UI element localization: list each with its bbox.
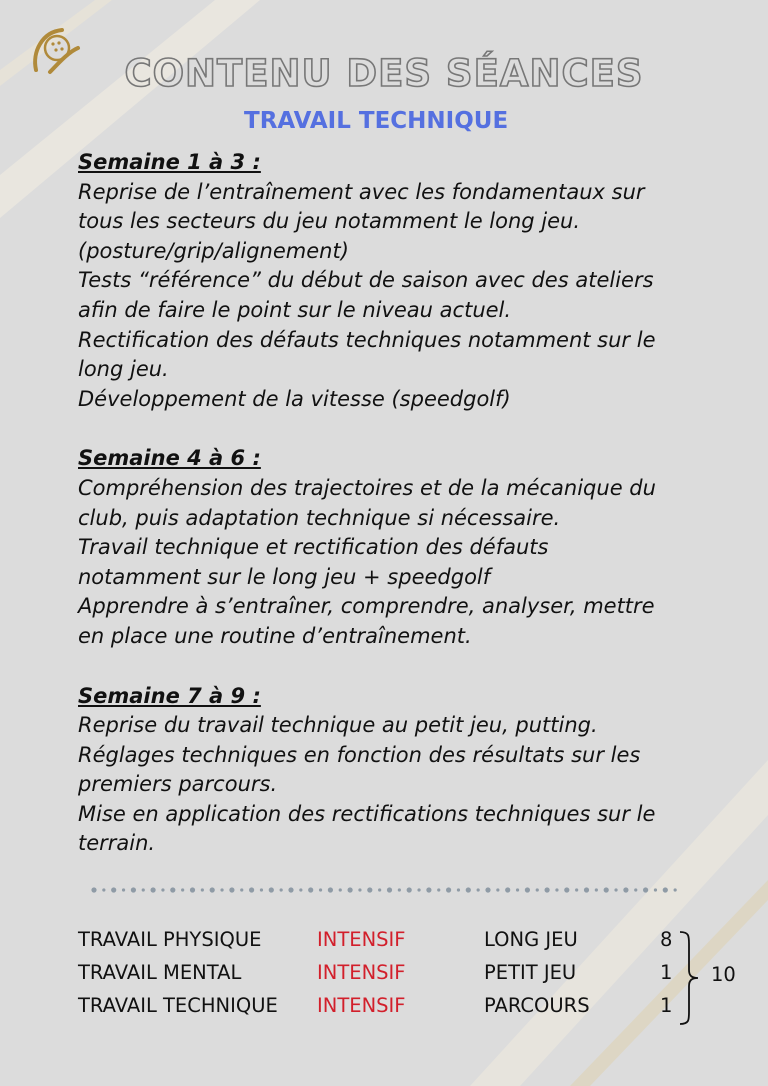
week-line: (posture/grip/alignement): [78, 238, 349, 263]
separator-dot: [102, 888, 105, 891]
total-count: 10: [711, 963, 736, 986]
session-count: 1: [660, 994, 673, 1017]
week-line: Compréhension des trajectoires et de la mécanique du: [78, 475, 656, 500]
separator-dot: [319, 888, 322, 891]
week-line: Reprise du travail technique au petit jeu, putting.: [78, 713, 598, 738]
separator-dot: [426, 887, 431, 892]
separator-dot: [614, 888, 617, 891]
separator-dot: [288, 887, 293, 892]
week-line: Mise en application des rectifications techniques sur le: [78, 801, 656, 826]
week-line: afin de faire le point sur le niveau actuel.: [78, 297, 512, 322]
separator-dot: [280, 888, 283, 891]
separator-dot: [643, 887, 648, 892]
separator-dot: [151, 887, 156, 892]
separator-dot: [170, 887, 175, 892]
week-section: [78, 682, 718, 860]
separator-dot: [260, 888, 263, 891]
separator-dot: [505, 887, 510, 892]
separator-dot: [595, 888, 598, 891]
week-line: Apprendre à s’entraîner, comprendre, analyser, mettre: [78, 594, 655, 619]
separator-dot: [339, 888, 342, 891]
separator-dot: [555, 888, 558, 891]
separator-dot: [485, 887, 490, 892]
separator-dot: [269, 887, 274, 892]
separator-dot: [299, 888, 302, 891]
separator-dot: [240, 888, 243, 891]
separator-dot: [545, 887, 550, 892]
separator-dot: [407, 887, 412, 892]
separator-dot: [584, 887, 589, 892]
work-type: TRAVAIL MENTAL: [78, 961, 242, 984]
separator-dot: [378, 888, 381, 891]
session-count: 1: [660, 961, 673, 984]
separator-dot: [358, 888, 361, 891]
week-line: Développement de la vitesse (speedgolf): [78, 386, 511, 411]
week-line: long jeu.: [78, 357, 169, 382]
separator-dot: [190, 887, 195, 892]
separator-dot: [466, 887, 471, 892]
intensity-level: INTENSIF: [317, 994, 406, 1017]
separator-dot: [229, 887, 234, 892]
separator-dot: [367, 887, 372, 892]
work-type: TRAVAIL TECHNIQUE: [78, 994, 278, 1017]
game-area: LONG JEU: [484, 928, 578, 951]
separator-dot: [220, 888, 223, 891]
separator-dot: [398, 888, 401, 891]
week-section: [78, 148, 718, 414]
separator-dot: [634, 888, 637, 891]
week-title: Semaine 7 à 9 :: [78, 683, 261, 708]
game-area: PETIT JEU: [484, 961, 577, 984]
week-line: premiers parcours.: [78, 772, 278, 797]
session-count: 8: [660, 928, 673, 951]
separator-dot: [457, 888, 460, 891]
separator-dot: [477, 888, 480, 891]
separator-dot: [308, 887, 313, 892]
separator-dot: [575, 888, 578, 891]
separator-dot: [516, 888, 519, 891]
game-area: PARCOURS: [484, 994, 590, 1017]
separator-dot: [201, 888, 204, 891]
week-line: en place une routine d’entraînement.: [78, 623, 472, 648]
separator-dot: [496, 888, 499, 891]
intensity-level: INTENSIF: [317, 928, 406, 951]
separator-dot: [91, 887, 96, 892]
week-line: Reprise de l’entraînement avec les fondamentaux sur: [78, 179, 645, 204]
dotted-separator: [90, 886, 680, 894]
separator-dot: [417, 888, 420, 891]
separator-dot: [564, 887, 569, 892]
week-line: Tests “référence” du début de saison avec des ateliers: [78, 268, 654, 293]
separator-dot: [111, 887, 116, 892]
separator-dot: [674, 888, 677, 891]
separator-dot: [142, 888, 145, 891]
separator-dot: [387, 887, 392, 892]
week-line: Rectification des défauts techniques notamment sur le: [78, 327, 656, 352]
separator-dot: [328, 887, 333, 892]
page-subtitle: TRAVAIL TECHNIQUE: [244, 108, 509, 134]
separator-dot: [161, 888, 164, 891]
separator-dot: [536, 888, 539, 891]
page-title: CONTENU DES SÉANCES: [124, 52, 644, 95]
week-section: [78, 444, 718, 651]
week-title: Semaine 4 à 6 :: [78, 446, 261, 471]
week-line: Travail technique et rectification des défauts: [78, 535, 549, 560]
separator-dot: [604, 887, 609, 892]
separator-dot: [446, 887, 451, 892]
week-title: Semaine 1 à 3 :: [78, 150, 261, 174]
right-brace-icon: [676, 930, 706, 1026]
week-line: club, puis adaptation technique si nécessaire.: [78, 505, 561, 530]
weeks-content: [78, 148, 718, 889]
separator-dot: [663, 887, 668, 892]
separator-dot: [181, 888, 184, 891]
separator-dot: [623, 887, 628, 892]
week-line: tous les secteurs du jeu notamment le long jeu.: [78, 209, 581, 234]
week-line: notamment sur le long jeu + speedgolf: [78, 564, 491, 589]
week-line: terrain.: [78, 831, 156, 856]
work-type: TRAVAIL PHYSIQUE: [78, 928, 262, 951]
separator-dot: [348, 887, 353, 892]
separator-dot: [437, 888, 440, 891]
intensity-level: INTENSIF: [317, 961, 406, 984]
separator-dot: [210, 887, 215, 892]
separator-dot: [122, 888, 125, 891]
separator-dot: [131, 887, 136, 892]
week-line: Réglages techniques en fonction des résultats sur les: [78, 742, 641, 767]
separator-dot: [654, 888, 657, 891]
separator-dot: [525, 887, 530, 892]
separator-dot: [249, 887, 254, 892]
